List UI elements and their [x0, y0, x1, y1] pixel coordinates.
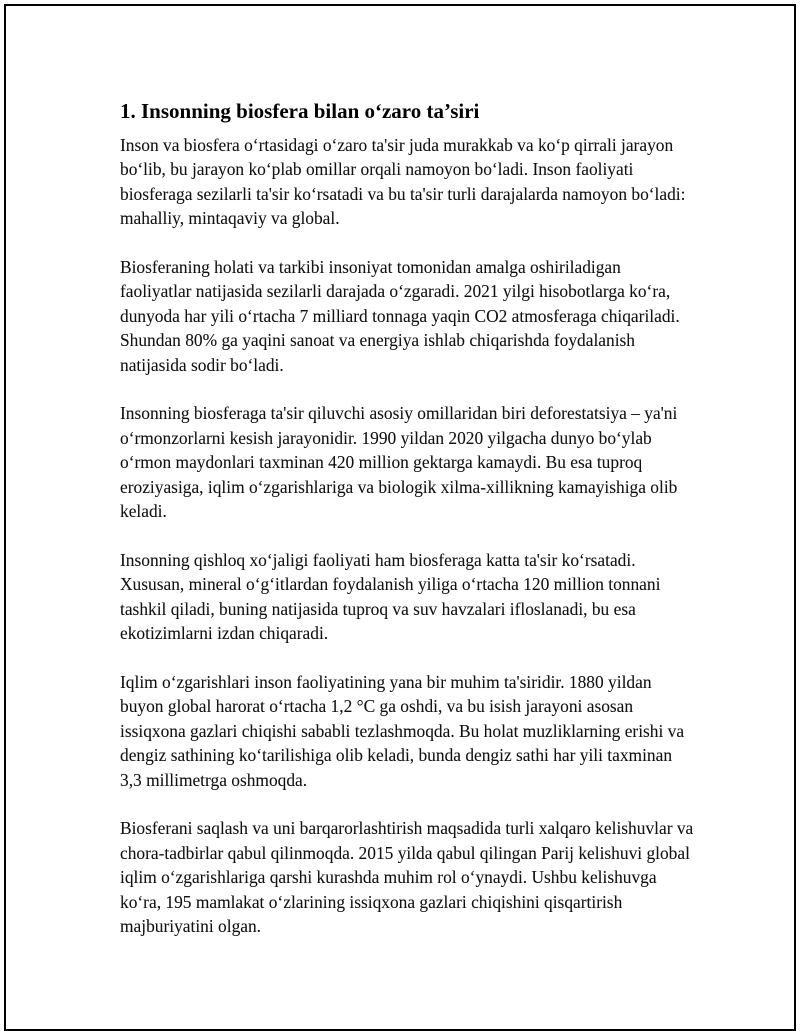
paragraph: Insonning qishloq xo‘jaligi faoliyati ham biosferaga katta ta'sir ko‘rsatadi. Xususan, mineral o‘g‘itlardan foydalanish yiliga o‘rtacha 120 million tonnani tashkil qiladi, buning natijasida tuproq va suv havzalari ifloslanadi, bu esa ekotizimlarni izdan chiqaradi.	[120, 549, 661, 644]
document-page	[4, 4, 796, 1031]
paragraph: Biosferani saqlash va uni barqarorlashtirish maqsadida turli xalqaro kelishuvlar va chora-tadbirlar qabul qilinmoqda. 2015 yilda qabul qilingan Parij kelishuvi global iqlim o‘zgarishlariga qarshi kurashda muhim rol o‘ynaydi. Ushbu kelishuvga ko‘ra, 195 mamlakat o‘zlarining issiqxona gazlari chiqishini qisqartirish majburiyatini olgan.	[120, 818, 694, 936]
paragraph: Biosferaning holati va tarkibi insoniyat tomonidan amalga oshiriladigan faoliyatlar natijasida sezilarli darajada o‘zgaradi. 2021 yilgi hisobotlarga ko‘ra, dunyoda har yili o‘rtacha 7 milliard tonnaga yaqin CO2 atmosferaga chiqariladi. Shundan 80% ga yaqini sanoat va energiya ishlab chiqarishda foydalanish natijasida sodir bo‘ladi.	[120, 257, 680, 375]
section-title: 1. Insonning biosfera bilan o‘zaro ta’siri	[120, 99, 480, 123]
paragraph: Inson va biosfera o‘rtasidagi o‘zaro ta'sir juda murakkab va ko‘p qirrali jarayon bo‘lib, bu jarayon ko‘plab omillar orqali namoyon bo‘ladi. Inson faoliyati biosferaga sezilarli ta'sir ko‘rsatadi va bu ta'sir turli darajalarda namoyon bo‘ladi: mahalliy, mintaqaviy va global.	[120, 135, 686, 229]
paragraph: Iqlim o‘zgarishlari inson faoliyatining yana bir muhim ta'siridir. 1880 yildan buyon global harorat o‘rtacha 1,2 °C ga oshdi, va bu isish jarayoni asosan issiqxona gazlari chiqishi sababli tezlashmoqda. Bu holat muzliklarning erishi va dengiz sathining ko‘tarilishiga olib keladi, bunda dengiz sathi har yili taxminan 3,3 millimetrga oshmoqda.	[120, 671, 685, 790]
paragraph: Insonning biosferaga ta'sir qiluvchi asosiy omillaridan biri deforestatsiya – ya'ni o‘rmonzorlarni kesish jarayonidir. 1990 yildan 2020 yilgacha dunyo bo‘ylab o‘rmon maydonlari taxminan 420 million gektarga kamaydi. Bu esa tuproq eroziyasiga, iqlim o‘zgarishlariga va biologik xilma-xillikning kamayishiga olib keladi.	[120, 403, 678, 522]
document-body	[120, 96, 695, 963]
